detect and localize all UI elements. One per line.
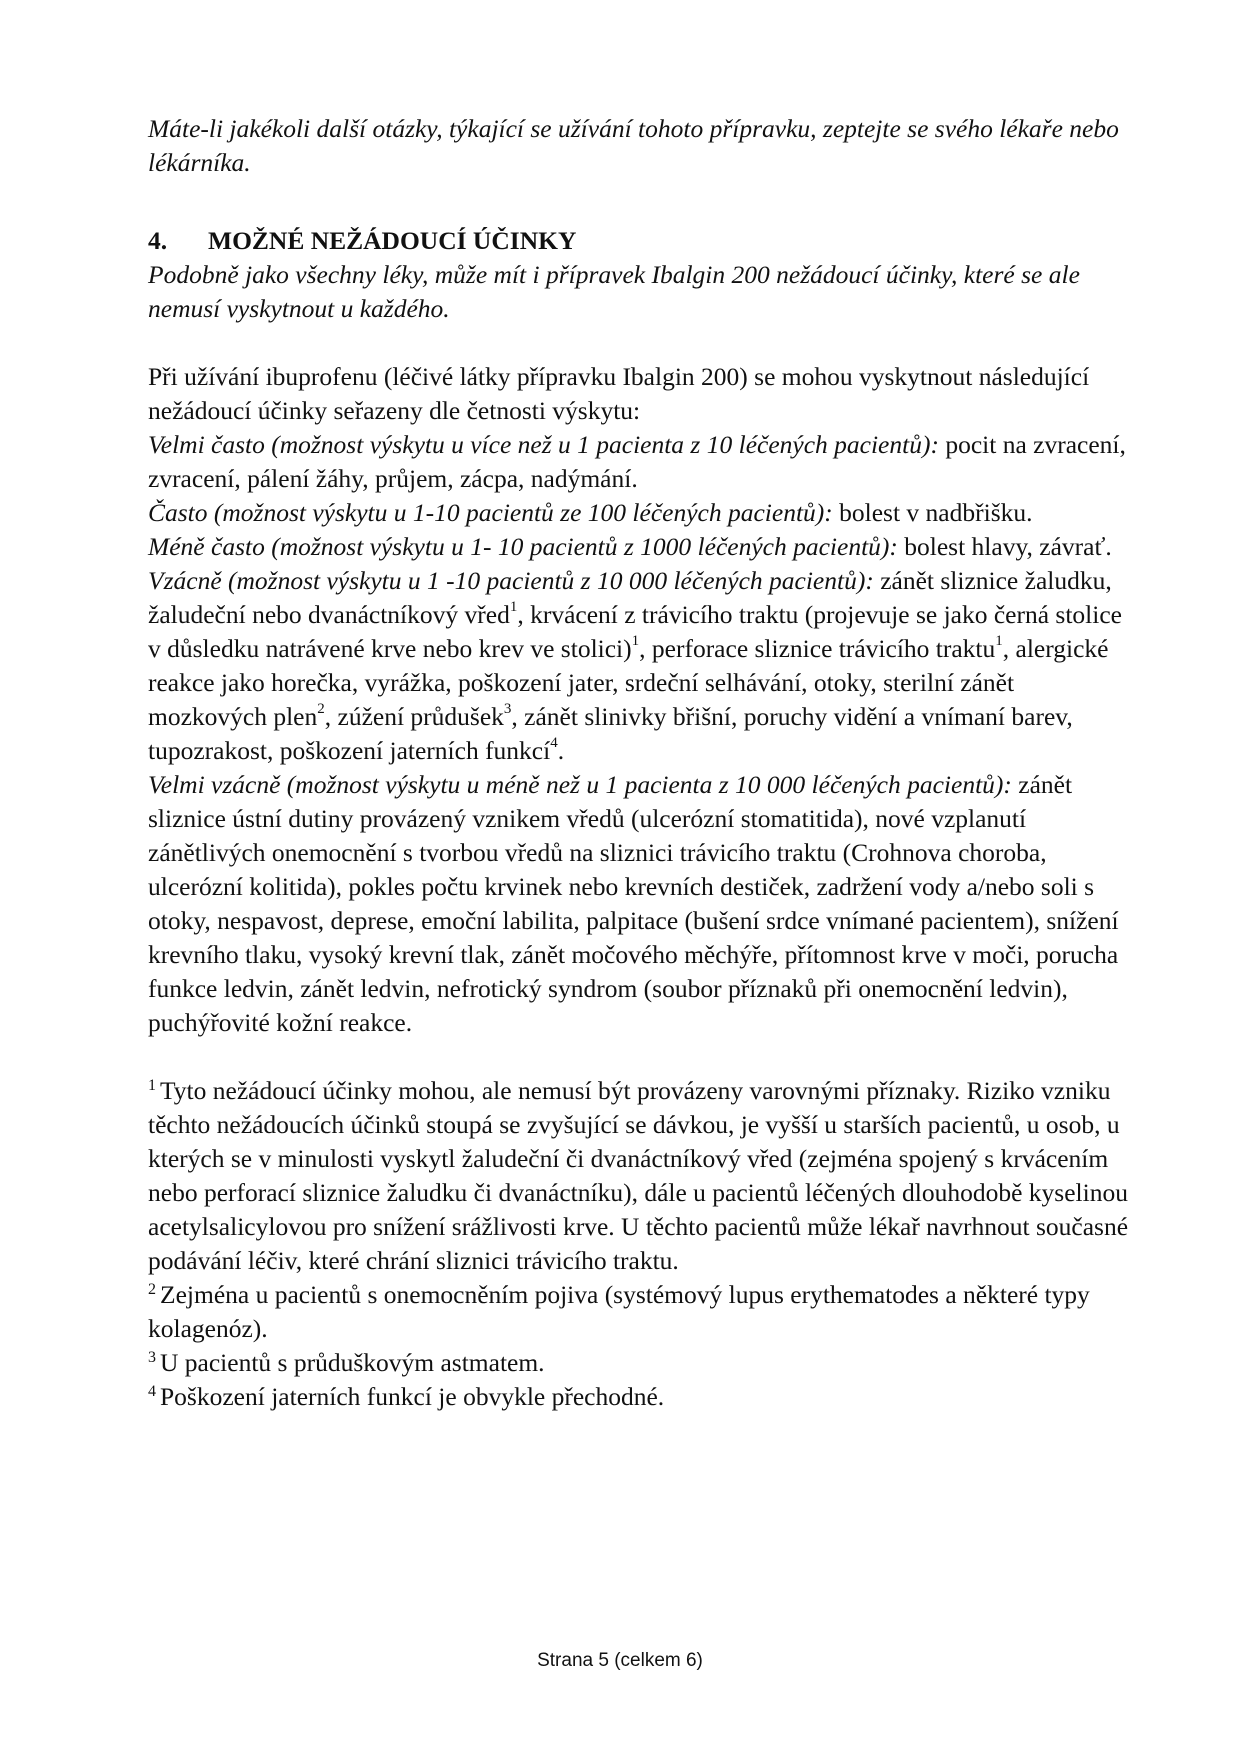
footnote-4	[148, 1380, 1128, 1414]
footnote-number: 2	[148, 1280, 156, 1298]
footnote-text: Tyto nežádoucí účinky mohou, ale nemusí být provázeny varovnými příznaky. Riziko vzniku těchto nežádoucích účinků stoupá se zvyšující se dávkou, je vyšší u starších pacientů, u osob, u kterých se v minulosti vyskytl žaludeční či dvanáctníkový vřed (zejména spojený s krvácením nebo perforací sliznice žaludku či dvanáctníku), dále u pacientů léčených dlouhodobě kyselinou acetylsalicylovou pro snížení srážlivosti krve. U těchto pacientů může lékař navrhnout současné podávání léčiv, které chrání sliznici trávicího traktu.	[148, 1076, 1129, 1275]
freq-rare-text-4: , alergické reakce jako horečka, vyrážka, poškození jater, srdeční selhávání, otoky, sterilní zánět mozkových plen	[148, 634, 1109, 731]
freq-very-rare-text: zánět sliznice ústní dutiny provázený vznikem vředů (ulcerózní stomatitida), nové vzplanutí zánětlivých onemocnění s tvorbou vředů na sliznici trávicího traktu (Crohnova choroba, ulcerózní kolitida), pokles počtu krvinek nebo krevních destiček, zadržení vody a/nebo soli s otoky, nespavost, deprese, emoční labilita, palpitace (bušení srdce vnímané pacientem), snížení krevního tlaku, vysoký krevní tlak, zánět močového měchýře, přítomnost krve v moči, porucha funkce ledvin, zánět ledvin, nefrotický syndrom (soubor příznaků při onemocnění ledvin), puchýřovité kožní reakce.	[148, 770, 1119, 1037]
footnote-1	[148, 1074, 1128, 1278]
footnote-text: U pacientů s průduškovým astmatem.	[160, 1348, 545, 1377]
section-intro: Podobně jako všechny léky, může mít i přípravek Ibalgin 200 nežádoucí účinky, které se ale nemusí vyskytnout u každého.	[148, 260, 1080, 323]
freq-very-rare	[148, 768, 1128, 1040]
footnote-ref: 1	[631, 632, 640, 649]
freq-rare-label: Vzácně (možnost výskytu u 1 -10 pacientů z 10 000 léčených pacientů):	[148, 566, 874, 595]
footnote-number: 4	[148, 1382, 156, 1400]
freq-rare-text-3: , perforace sliznice trávicího traktu	[639, 634, 996, 663]
footnote-text: Poškození jaterních funkcí je obvykle přechodné.	[160, 1382, 665, 1411]
freq-rare-text-6: , zánět slinivky břišní, poruchy vidění a vnímaní barev, tupozrakost, poškození jaterních funkcí	[148, 702, 1073, 765]
freq-uncommon-label: Méně často (možnost výskytu u 1- 10 pacientů z 1000 léčených pacientů):	[148, 532, 898, 561]
section-title: MOŽNÉ NEŽÁDOUCÍ ÚČINKY	[208, 226, 577, 255]
footnote-ref: 4	[550, 734, 558, 751]
freq-common	[148, 496, 1128, 530]
footnote-number: 1	[148, 1076, 156, 1094]
intro-question: Máte-li jakékoli další otázky, týkající se užívání tohoto přípravku, zeptejte se svého lékaře nebo lékárníka.	[148, 114, 1119, 177]
footnote-ref: 3	[503, 700, 512, 717]
freq-uncommon	[148, 530, 1128, 564]
footnote-3	[148, 1346, 1128, 1380]
footnote-2	[148, 1278, 1128, 1346]
footnote-number: 3	[148, 1348, 156, 1366]
body-intro: Při užívání ibuprofenu (léčivé látky přípravku Ibalgin 200) se mohou vyskytnout následující nežádoucí účinky seřazeny dle četnosti výskytu:	[148, 362, 1090, 425]
freq-very-common-label: Velmi často (možnost výskytu u více než u 1 pacienta z 10 léčených pacientů):	[148, 430, 939, 459]
freq-very-common	[148, 428, 1128, 496]
footnote-ref: 1	[995, 632, 1003, 649]
freq-common-label: Často (možnost výskytu u 1-10 pacientů ze 100 léčených pacientů):	[148, 498, 833, 527]
freq-rare-text-7: .	[557, 736, 565, 765]
document-page	[148, 112, 1128, 1414]
freq-uncommon-text: bolest hlavy, závrať.	[897, 532, 1112, 561]
footnote-text: Zejména u pacientů s onemocněním pojiva (systémový lupus erythematodes a některé typy kolagenóz).	[148, 1280, 1090, 1343]
section-heading	[148, 224, 1128, 258]
freq-very-common-text: pocit na zvracení, zvracení, pálení žáhy, průjem, zácpa, nadýmání.	[148, 430, 1126, 493]
freq-rare-text-2: , krvácení z trávicího traktu (projevuje se jako černá stolice v důsledku natrávené krve nebo krev ve stolici)	[148, 600, 1122, 663]
freq-common-text: bolest v nadbřišku.	[832, 498, 1033, 527]
footnote-ref: 2	[317, 700, 325, 717]
freq-rare	[148, 564, 1128, 768]
freq-rare-text-1: zánět sliznice žaludku, žaludeční nebo dvanáctníkový vřed	[148, 566, 1112, 629]
section-number: 4.	[148, 226, 168, 255]
freq-rare-text-5: , zúžení průdušek	[324, 702, 504, 731]
freq-very-rare-label: Velmi vzácně (možnost výskytu u méně než u 1 pacienta z 10 000 léčených pacientů):	[148, 770, 1012, 799]
footnote-ref: 1	[509, 598, 518, 615]
page-footer: Strana 5 (celkem 6)	[537, 1650, 703, 1671]
